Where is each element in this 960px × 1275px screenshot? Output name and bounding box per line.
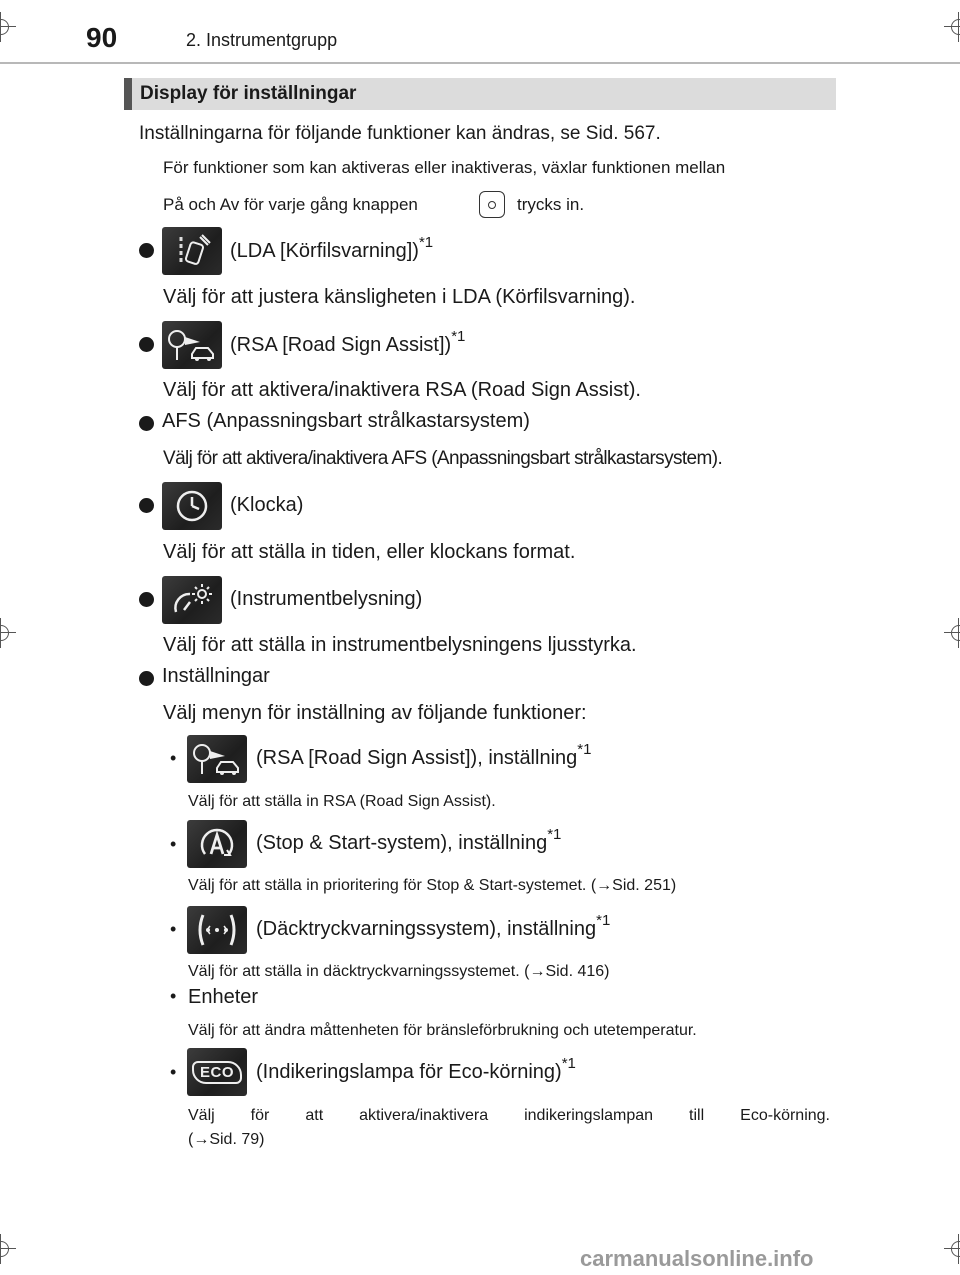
- subitem-label: Enheter: [188, 986, 259, 1008]
- item-description: Välj för att aktivera/inaktivera RSA (Road Sign Assist).: [163, 379, 641, 401]
- crop-mark: [944, 618, 960, 648]
- sub-bullet: •: [170, 748, 177, 768]
- section-title: Display för inställningar: [124, 78, 836, 110]
- sub-bullet: •: [170, 919, 177, 939]
- clock-icon: [162, 482, 222, 530]
- intro-note-line: På och Av för varje gång knappen: [163, 195, 418, 214]
- tire-pressure-icon: [187, 906, 247, 954]
- bullet: [139, 337, 154, 352]
- page-number: 90: [86, 22, 118, 53]
- item-description: Välj för att ställa in instrumentbelysningens ljusstyrka.: [163, 634, 637, 656]
- subitem-label: (Däcktryckvarningssystem), inställning$^{*1}$: [256, 912, 611, 940]
- intro-text: Inställningarna för följande funktioner kan ändras, se Sid. 567.: [139, 123, 661, 144]
- sub-bullet: •: [170, 1062, 177, 1082]
- subitem-description: Välj för att ställa in RSA (Road Sign Assist).: [188, 793, 496, 810]
- bullet: [139, 592, 154, 607]
- chapter-title: 2. Instrumentgrupp: [186, 30, 338, 50]
- watermark: carmanualsonline.info: [580, 1246, 814, 1271]
- crop-mark: [0, 1234, 16, 1264]
- item-description: Välj för att ställa in tiden, eller klockans format.: [163, 541, 576, 563]
- crop-mark: [944, 12, 960, 42]
- subitem-label: (RSA [Road Sign Assist]), inställning$^{*1}$: [256, 741, 592, 769]
- header-rule: [0, 62, 960, 64]
- lda-lane-icon: [162, 227, 222, 275]
- bullet: [139, 243, 154, 258]
- sub-bullet: •: [170, 986, 177, 1006]
- item-label: (RSA [Road Sign Assist])$^{*1}$: [230, 328, 466, 356]
- subitem-label: (Stop & Start-system), inställning$^{*1}$: [256, 826, 562, 854]
- item-label: AFS (Anpassningsbart strålkastarsystem): [162, 410, 530, 432]
- bullet: [139, 671, 154, 686]
- item-label: (Instrumentbelysning): [230, 588, 423, 610]
- bullet: [139, 498, 154, 513]
- crop-mark: [0, 12, 16, 42]
- subitem-description: Välj för att ändra måttenheten för bränsleförbrukning och utetemperatur.: [188, 1022, 697, 1039]
- crop-mark: [0, 618, 16, 648]
- sub-bullet: •: [170, 834, 177, 854]
- subitem-description: Välj för att aktivera/inaktivera indikeringslampan till Eco-körning.: [188, 1107, 830, 1124]
- item-label: Inställningar: [162, 665, 270, 687]
- crop-mark: [944, 1234, 960, 1264]
- bullet: [139, 416, 154, 431]
- item-description: Välj menyn för inställning av följande funktioner:: [163, 702, 587, 724]
- item-label: (Klocka): [230, 494, 304, 516]
- subitem-label: (Indikeringslampa för Eco-körning)$^{*1}$: [256, 1055, 576, 1083]
- rsa-road-sign-icon: [187, 735, 247, 783]
- eco-icon: [187, 1048, 247, 1096]
- eco-icon-text: ECO: [192, 1061, 242, 1084]
- item-description: Välj för att justera känsligheten i LDA (Körfilsvarning).: [163, 286, 636, 308]
- intro-note: För funktioner som kan aktiveras eller inaktiveras, växlar funktionen mellan: [163, 158, 726, 177]
- intro-note-end: trycks in.: [517, 195, 585, 214]
- rsa-road-sign-icon: [162, 321, 222, 369]
- subitem-description: Välj för att ställa in prioritering för Stop & Start-systemet. (→Sid. 251): [188, 877, 677, 894]
- settings-button-icon: [479, 191, 505, 218]
- item-label: (LDA [Körfilsvarning])$^{*1}$: [230, 234, 434, 262]
- subitem-description: Välj för att ställa in däcktryckvarningssystemet. (→Sid. 416): [188, 963, 610, 980]
- item-description: Välj för att aktivera/inaktivera AFS (Anpassningsbart strålkastarsystem).: [163, 448, 723, 469]
- subitem-description-ref: (→Sid. 79): [188, 1131, 265, 1148]
- instrument-lighting-icon: [162, 576, 222, 624]
- stop-start-icon: [187, 820, 247, 868]
